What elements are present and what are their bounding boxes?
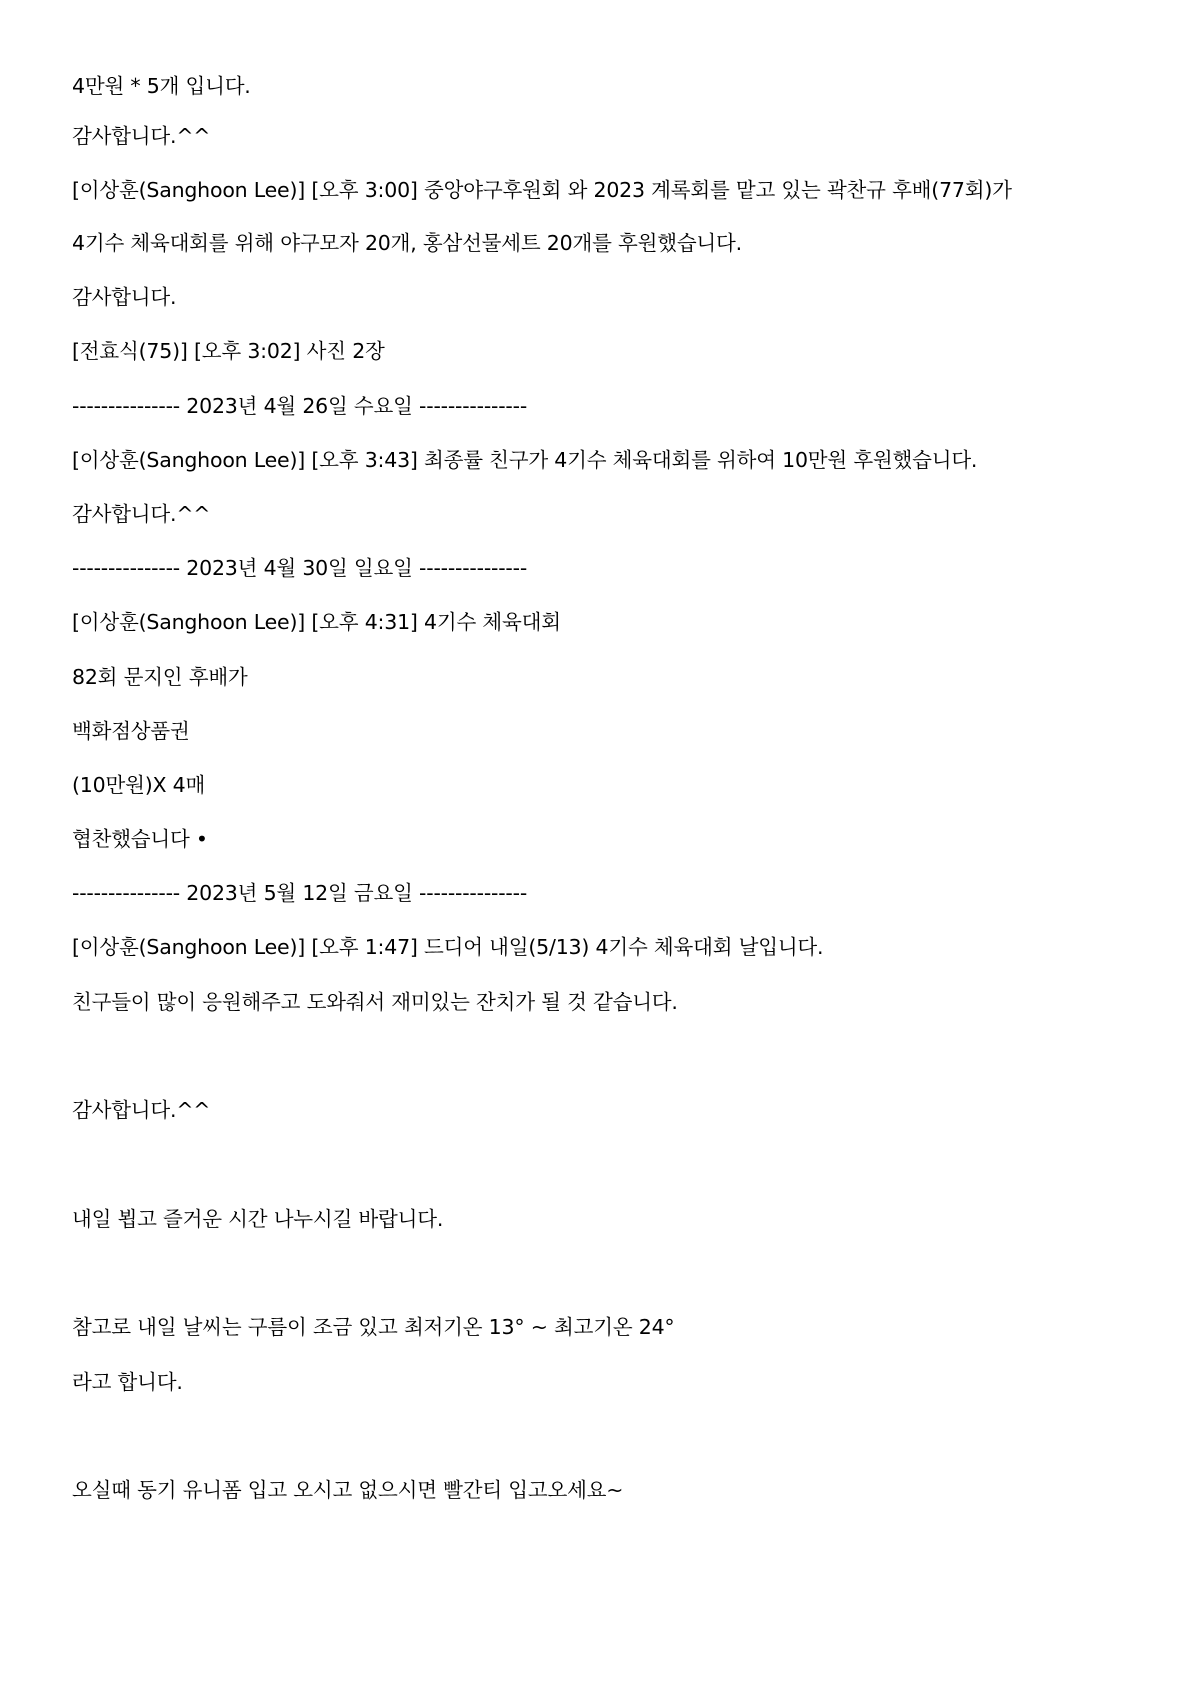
text-line: (10만원)X 4매 [72,773,206,797]
text-line: 감사합니다.^^ [72,124,211,148]
text-line: [이상훈(Sanghoon Lee)] [오후 3:00] 중앙야구후원회 와 2023 계록회를 맡고 있는 곽찬규 후배(77회)가 [72,178,1012,202]
text-line: 친구들이 많이 응원해주고 도와줘서 재미있는 잔치가 될 것 같습니다. [72,990,678,1014]
text-line: [이상훈(Sanghoon Lee)] [오후 3:43] 최종률 친구가 4기수 체육대회를 위하여 10만원 후원했습니다. [72,448,978,472]
text-line: [이상훈(Sanghoon Lee)] [오후 1:47] 드디어 내일(5/13) 4기수 체육대회 날입니다. [72,935,824,959]
text-line: 내일 뵙고 즐거운 시간 나누시길 바랍니다. [72,1207,444,1231]
date-separator: --------------- 2023년 4월 26일 수요일 --------------- [72,394,528,418]
text-line: 감사합니다.^^ [72,1098,211,1122]
text-line: 참고로 내일 날씨는 구름이 조금 있고 최저기온 13° ~ 최고기온 24° [72,1315,675,1339]
text-line: 라고 합니다. [72,1370,183,1394]
text-line: [이상훈(Sanghoon Lee)] [오후 4:31] 4기수 체육대회 [72,610,561,634]
text-line: 협찬했습니다 • [72,827,208,851]
text-line: [전효식(75)] [오후 3:02] 사진 2장 [72,339,385,363]
text-line: 감사합니다. [72,285,177,309]
text-line: 82회 문지인 후배가 [72,665,248,689]
text-line: 4만원 * 5개 입니다. [72,74,251,98]
text-line: 4기수 체육대회를 위해 야구모자 20개, 홍삼선물세트 20개를 후원했습니다. [72,231,742,255]
text-line: 감사합니다.^^ [72,502,211,526]
text-line: 백화점상품권 [72,719,190,743]
text-line: 오실때 동기 유니폼 입고 오시고 없으시면 빨간티 입고오세요~ [72,1478,624,1502]
date-separator: --------------- 2023년 4월 30일 일요일 --------------- [72,556,528,580]
date-separator: --------------- 2023년 5월 12일 금요일 --------------- [72,881,528,905]
